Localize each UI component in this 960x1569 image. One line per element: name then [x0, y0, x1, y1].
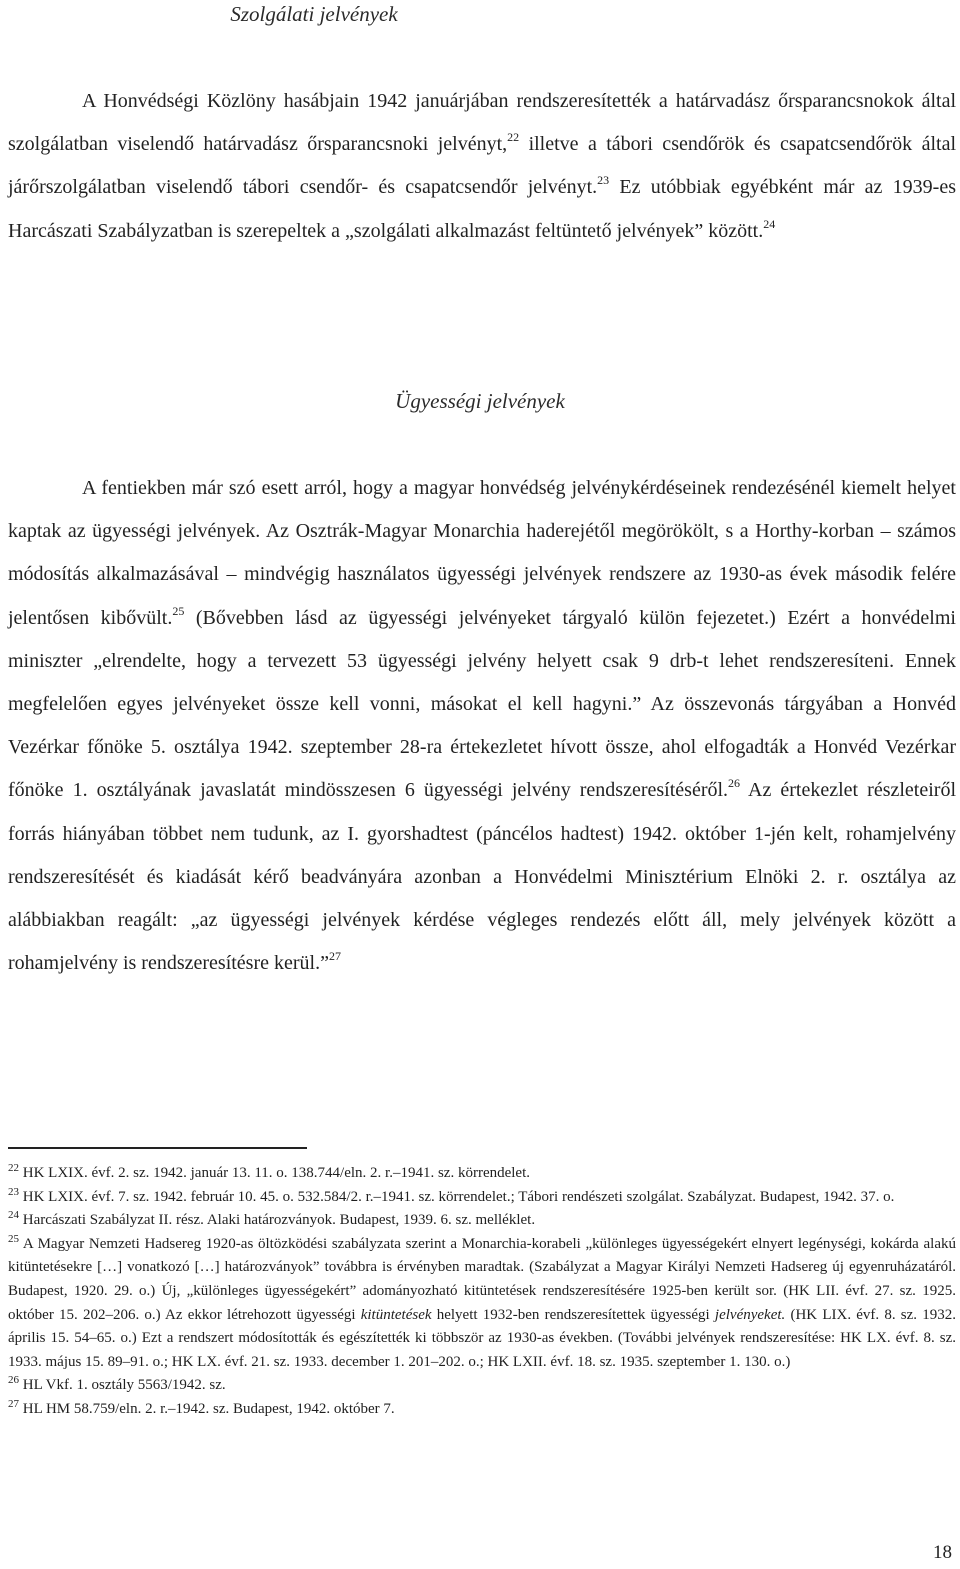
footnote-number: 26: [8, 1374, 19, 1387]
footnote-ref[interactable]: 23: [597, 173, 610, 188]
footnote-text: Harcászati Szabályzat II. rész. Alaki határozványok. Budapest, 1939. 6. sz. melléklet.: [19, 1212, 536, 1229]
footnote-text-italic: jelvényeket.: [714, 1306, 786, 1323]
footnote-ref[interactable]: 24: [763, 216, 776, 231]
footnote-text: (HK LIX. évf. 8. sz. 1932. április 15. 54–65. o.) Ezt a rendszert módosították és egészítették ki többször az 1930-as években. (További jelvények rendszeresítése: HK LX. évf. 8. sz. 1933. május 15. 89–91. o.; HK LX. évf. 21. sz. 1933. december 1. 201–202. o.; HK LXII. évf. 18. sz. 1935. szeptember 1. 130. o.): [8, 1306, 956, 1370]
footnote-number: 23: [8, 1185, 19, 1198]
footnote-22: [8, 1162, 956, 1186]
paragraph-text: Az értekezlet részleteiről forrás hiányában többet nem tudunk, az I. gyorshadtest (páncélos hadtest) 1942. október 1-jén kelt, rohamjelvény rendszeresítését és kiadását kérő beadványára azonban a Honvédelmi Minisztérium Elnöki 2. r. osztálya az alábbiakban reagált: „az ügyességi jelvények kérdése végleges rendezés előtt áll, mely jelvények között a rohamjelvény is rendszeresítésre kerül.”: [8, 779, 956, 975]
paragraph-text: (Bővebben lásd az ügyességi jelvényeket tárgyaló külön fejezetet.) Ezért a honvédelmi miniszter „elrendelte, hogy a tervezett 53 ügyességi jelvény helyett csak 9 drb-t lehet rendszeresíteni. Ennek megfelelően egyes jelvényeket össze kell vonni, másokat el kell hagyni.” Az összevonás tárgyában a Honvéd Vezérkar főnöke 5. osztálya 1942. szeptember 28-ra értekezletet hívott össze, ahol elfogadták a Honvéd Vezérkar főnöke 1. osztályának javaslatát mindösszesen 6 ügyességi jelvény rendszeresítéséről.: [8, 606, 956, 802]
footnote-text: helyett 1932-ben rendszeresítettek ügyességi: [431, 1306, 715, 1323]
footnote-ref[interactable]: 26: [728, 776, 741, 791]
paragraph-service-badges: [8, 80, 956, 253]
footnote-text: HK LXIX. évf. 7. sz. 1942. február 10. 45. o. 532.584/2. r.–1941. sz. körrendelet.; Tábori rendészeti szolgálat. Szabályzat. Budapest, 1942. 37. o.: [19, 1188, 895, 1205]
footnote-text: HL HM 58.759/eln. 2. r.–1942. sz. Budapest, 1942. október 7.: [19, 1400, 395, 1417]
footnote-24: [8, 1209, 956, 1233]
footnote-text: HL Vkf. 1. osztály 5563/1942. sz.: [19, 1377, 226, 1394]
paragraph-text: A Honvédségi Közlöny hasábjain 1942 januárjában rendszeresítették a határvadász őrsparancsnokok által szolgálatban viselendő határvadász őrsparancsnoki jelvényt,: [8, 90, 956, 156]
footnote-ref[interactable]: 22: [507, 130, 520, 145]
paragraph-text: illetve a tábori csendőrök és csapatcsendőrök által járőrszolgálatban viselendő tábori csendőr- és csapatcsendőr jelvényt.: [8, 133, 956, 199]
footnote-separator: [8, 1147, 307, 1149]
footnote-text: A Magyar Nemzeti Hadsereg 1920-as öltözködési szabályzata szerint a Monarchia-korabeli „különleges ügyességekért elnyert legénységi, kokárda alakú kitüntetésekre […] vonatkozó […] határozványok” továbbra is érvényben maradtak. (Szabályzat a Magyar Királyi Nemzeti Hadsereg új egyenruházatáról. Budapest, 1920. 29. o.) Új, „különleges ügyességekért” adományozható kitüntetések rendszeresítésére 1925-ben került sor. (HK LII. évf. 27. sz. 1925. október 15. 202–206. o.) Az ekkor létrehozott ügyességi: [8, 1235, 956, 1323]
footnote-text: HK LXIX. évf. 2. sz. 1942. január 13. 11. o. 138.744/eln. 2. r.–1941. sz. körrendelet.: [19, 1165, 531, 1181]
footnote-number: 22: [8, 1162, 19, 1174]
footnote-23: [8, 1186, 956, 1210]
section-heading-service-badges: Szolgálati jelvények: [230, 2, 398, 26]
footnote-text-italic: kitüntetések: [360, 1306, 432, 1323]
footnote-ref[interactable]: 25: [172, 603, 185, 618]
footnote-25: [8, 1233, 956, 1375]
paragraph-text: A fentiekben már szó esett arról, hogy a magyar honvédség jelvénykérdéseinek rendezésénél kiemelt helyet kaptak az ügyességi jelvények. Az Osztrák-Magyar Monarchia haderejétől megörökölt, s a Horthy-korban – számos módosítás alkalmazásával – mindvégig használatos ügyességi jelvények rendszere az 1930-as évek második felére jelentősen kibővült.: [8, 477, 956, 629]
paragraph-skill-badges: [8, 467, 956, 985]
footnote-27: [8, 1398, 956, 1422]
footnote-number: 24: [8, 1209, 19, 1222]
section-heading-skill-badges: Ügyességi jelvények: [395, 389, 565, 413]
footnote-number: 25: [8, 1232, 19, 1245]
footnote-number: 27: [8, 1397, 19, 1410]
paragraph-text: Ez utóbbiak egyébként már az 1939-es Harcászati Szabályzatban is szerepeltek a „szolgálati alkalmazást feltüntető jelvények” között.: [8, 176, 956, 242]
footnote-26: [8, 1374, 956, 1398]
footnote-ref[interactable]: 27: [328, 949, 341, 964]
page-number: 18: [933, 1542, 952, 1563]
footnotes: [8, 1162, 956, 1422]
